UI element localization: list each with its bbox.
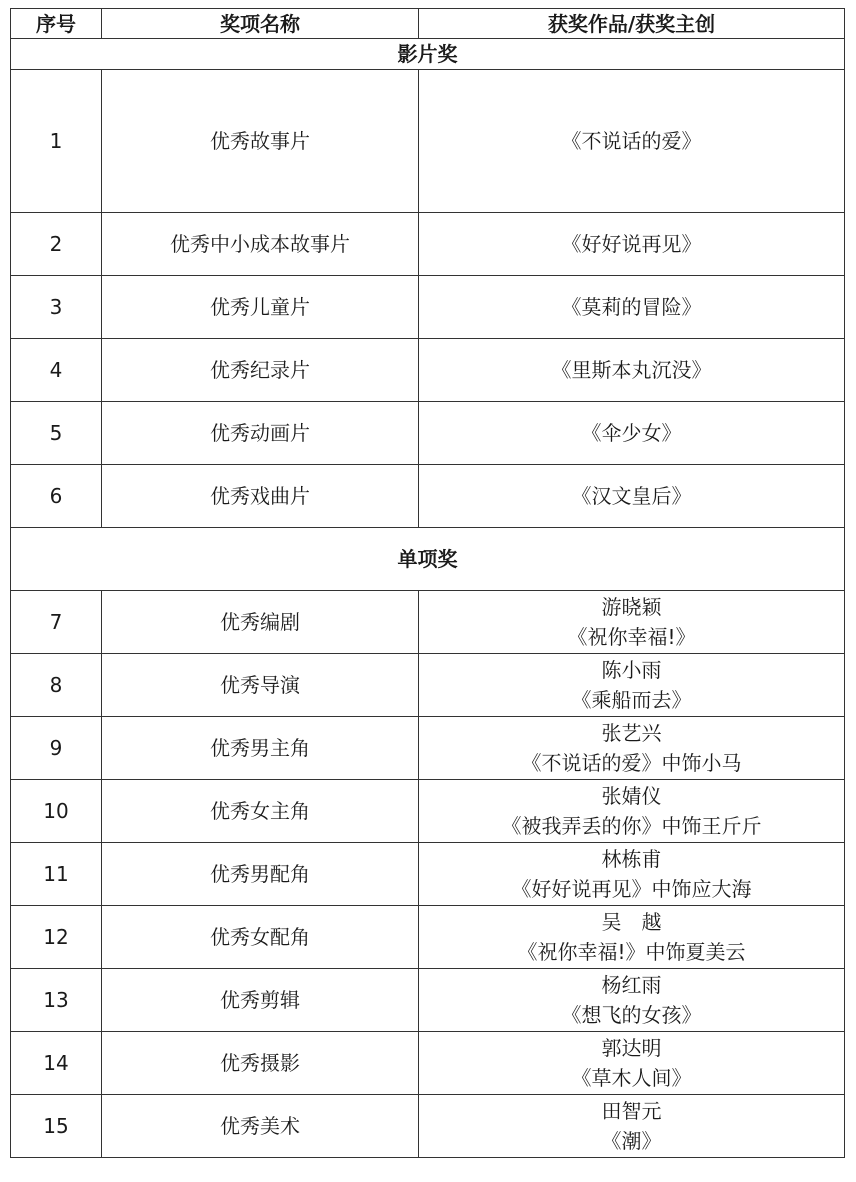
row-work: 《好好说再见》 [419,213,845,276]
table-row [11,906,845,969]
row-winner [419,969,845,1032]
row-award: 优秀剪辑 [102,969,419,1032]
row-award: 优秀中小成本故事片 [102,213,419,276]
row-index: 5 [11,402,102,465]
row-index: 6 [11,465,102,528]
table-row [11,339,845,402]
winner-person: 杨红雨 [601,973,662,997]
winner-work: 《祝你幸福!》 [567,625,696,649]
row-award: 优秀导演 [102,654,419,717]
winner-work: 《好好说再见》中饰应大海 [511,877,752,901]
winner-person: 陈小雨 [601,658,662,682]
table-row [11,213,845,276]
row-award: 优秀女配角 [102,906,419,969]
row-work: 《汉文皇后》 [419,465,845,528]
table-row [11,843,845,906]
row-index: 11 [11,843,102,906]
section-film-row [11,39,845,70]
section-film-title: 影片奖 [11,39,845,70]
row-index: 8 [11,654,102,717]
row-index: 13 [11,969,102,1032]
winner-person: 游晓颖 [601,595,662,619]
row-award: 优秀美术 [102,1095,419,1158]
row-award: 优秀女主角 [102,780,419,843]
winner-work: 《草木人间》 [571,1066,692,1090]
row-award: 优秀动画片 [102,402,419,465]
row-index: 15 [11,1095,102,1158]
table-row [11,465,845,528]
row-work: 《伞少女》 [419,402,845,465]
table-row [11,1032,845,1095]
winner-work: 《被我弄丢的你》中饰王斤斤 [501,814,762,838]
table-row [11,591,845,654]
header-index: 序号 [11,9,102,39]
row-winner [419,717,845,780]
row-index: 3 [11,276,102,339]
row-index: 7 [11,591,102,654]
header-award: 奖项名称 [102,9,419,39]
row-winner [419,654,845,717]
winner-work: 《潮》 [601,1129,662,1153]
table-row [11,969,845,1032]
row-winner [419,906,845,969]
header-winner: 获奖作品/获奖主创 [419,9,845,39]
winner-work: 《祝你幸福!》中饰夏美云 [517,940,746,964]
row-index: 10 [11,780,102,843]
winner-person: 林栋甫 [601,847,662,871]
row-index: 1 [11,70,102,213]
row-award: 优秀故事片 [102,70,419,213]
table-row [11,654,845,717]
row-award: 优秀男配角 [102,843,419,906]
row-award: 优秀编剧 [102,591,419,654]
row-work: 《莫莉的冒险》 [419,276,845,339]
row-work: 《不说话的爱》 [419,70,845,213]
table-row [11,717,845,780]
row-award: 优秀儿童片 [102,276,419,339]
winner-work: 《想飞的女孩》 [561,1003,702,1027]
winner-person: 郭达明 [601,1036,662,1060]
winner-person: 张艺兴 [601,721,662,745]
row-index: 9 [11,717,102,780]
table-row [11,402,845,465]
table-row [11,276,845,339]
row-index: 14 [11,1032,102,1095]
table-row [11,70,845,213]
awards-table [10,8,845,1158]
row-winner [419,780,845,843]
row-index: 2 [11,213,102,276]
table-row [11,1095,845,1158]
row-winner [419,1095,845,1158]
section-individual-row [11,528,845,591]
row-winner [419,843,845,906]
winner-person: 张婧仪 [601,784,662,808]
section-individual-title: 单项奖 [11,528,845,591]
row-award: 优秀纪录片 [102,339,419,402]
row-winner [419,591,845,654]
row-work: 《里斯本丸沉没》 [419,339,845,402]
row-index: 12 [11,906,102,969]
row-winner [419,1032,845,1095]
winner-work: 《不说话的爱》中饰小马 [521,751,742,775]
row-award: 优秀男主角 [102,717,419,780]
winner-work: 《乘船而去》 [571,688,692,712]
table-header [11,9,845,39]
winner-person: 田智元 [601,1099,662,1123]
table-row [11,780,845,843]
row-index: 4 [11,339,102,402]
winner-person: 吴 越 [601,910,662,934]
row-award: 优秀戏曲片 [102,465,419,528]
row-award: 优秀摄影 [102,1032,419,1095]
